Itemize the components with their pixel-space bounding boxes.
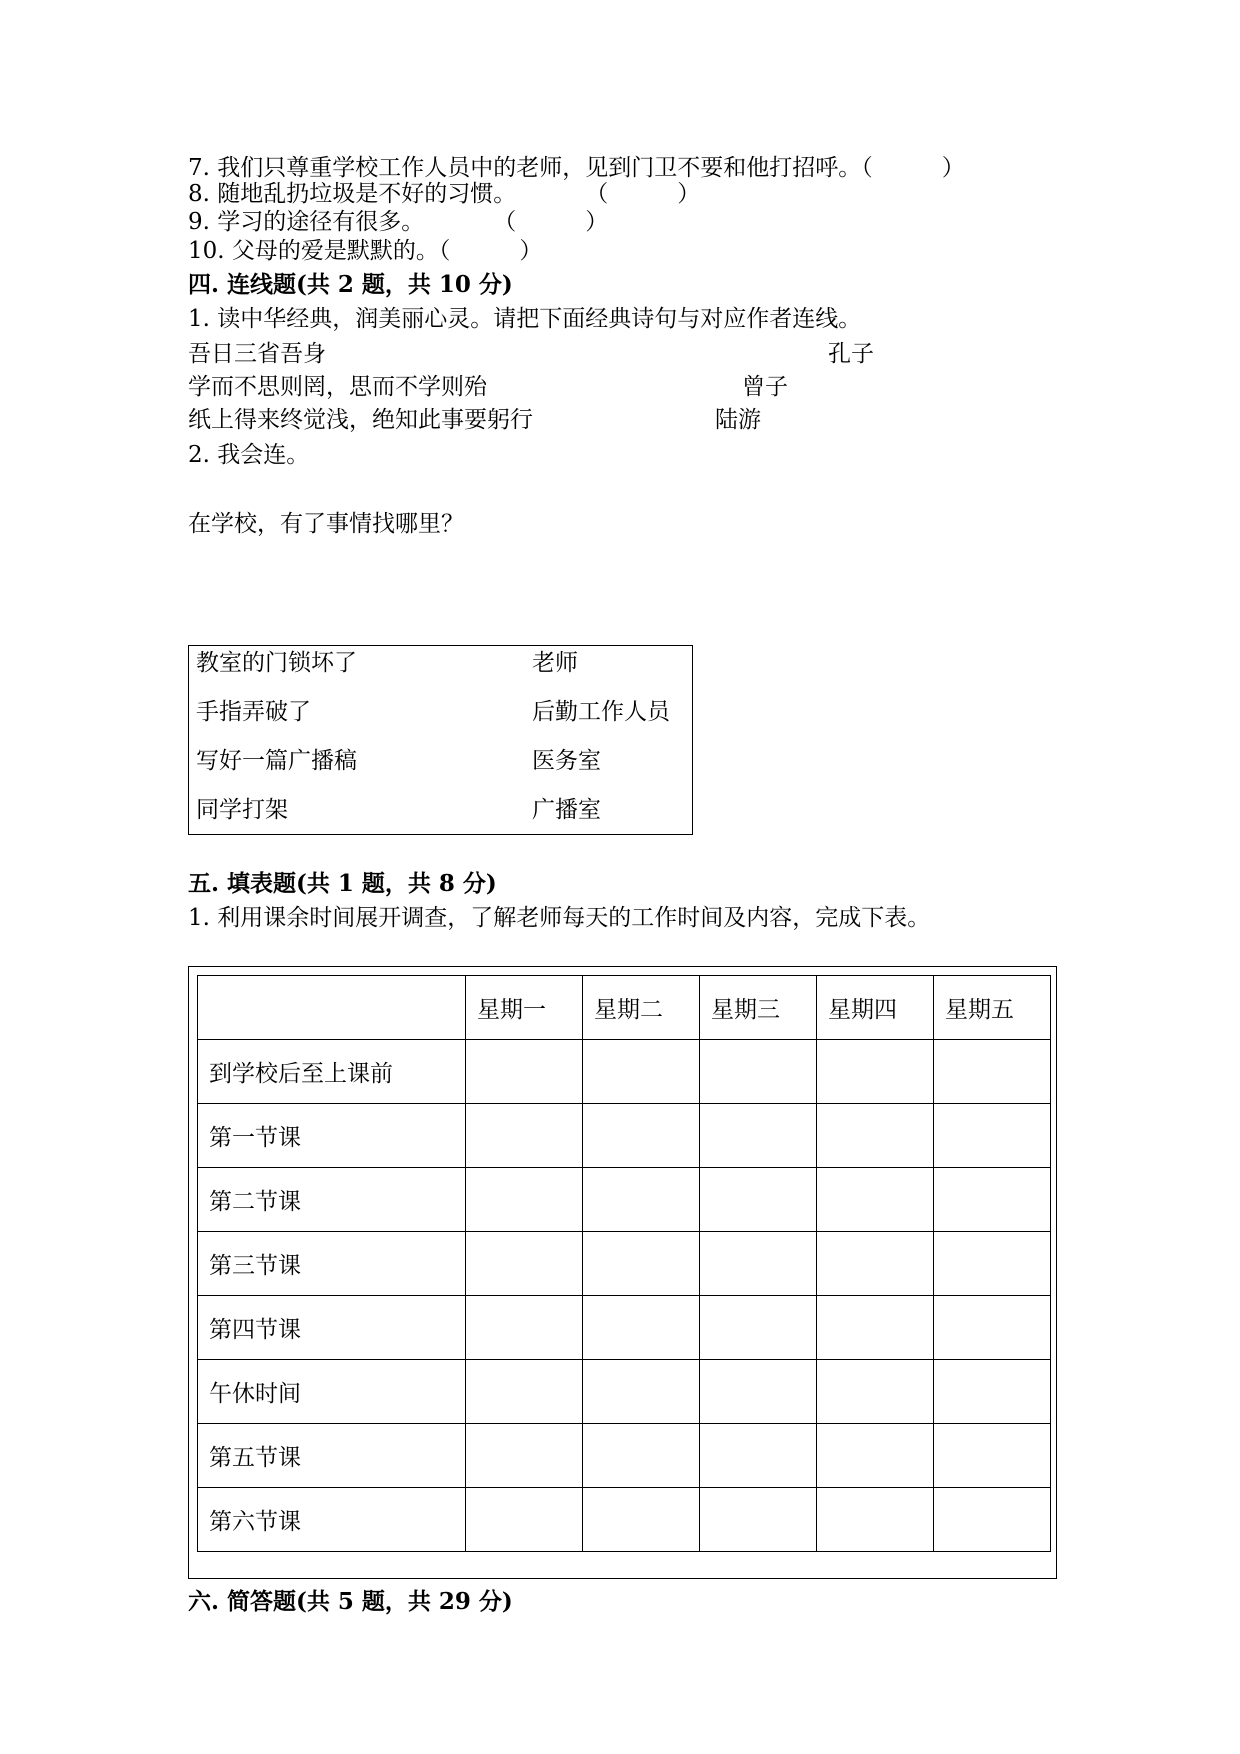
answer-cell[interactable]: [817, 1296, 934, 1360]
place-item: 医务室: [532, 748, 601, 774]
table-corner-cell: [198, 976, 466, 1040]
place-item: 广播室: [532, 797, 601, 823]
answer-cell[interactable]: [934, 1168, 1051, 1232]
day-header-cell: 星期五: [934, 976, 1051, 1040]
answer-cell[interactable]: [934, 1104, 1051, 1168]
answer-cell[interactable]: [583, 1104, 700, 1168]
answer-cell[interactable]: [817, 1232, 934, 1296]
answer-cell[interactable]: [583, 1424, 700, 1488]
answer-cell[interactable]: [700, 1424, 817, 1488]
table-row: [198, 1168, 1051, 1232]
quote-item: 纸上得来终觉浅，绝知此事要躬行: [188, 407, 533, 433]
connect-box: [188, 645, 693, 835]
answer-cell[interactable]: [934, 1296, 1051, 1360]
q4-2-question: 在学校，有了事情找哪里？: [188, 511, 464, 537]
situation-item: 手指弄破了: [196, 699, 311, 725]
period-label-cell: 到学校后至上课前: [198, 1040, 466, 1104]
judgement-item-10: 10. 父母的爱是默默的。（ ）: [188, 238, 543, 264]
schedule-table-frame: [188, 966, 1057, 1579]
answer-cell[interactable]: [466, 1296, 583, 1360]
answer-cell[interactable]: [817, 1104, 934, 1168]
answer-cell[interactable]: [700, 1104, 817, 1168]
section-4-title: 四. 连线题(共 2 题，共 10 分): [188, 271, 513, 298]
table-row: [198, 1424, 1051, 1488]
answer-cell[interactable]: [466, 1488, 583, 1552]
period-label-cell: 午休时间: [198, 1360, 466, 1424]
period-label-cell: 第三节课: [198, 1232, 466, 1296]
day-header-cell: 星期二: [583, 976, 700, 1040]
judgement-item-9: 9. 学习的途径有很多。 （ ）: [188, 209, 609, 235]
section-5-title: 五. 填表题(共 1 题，共 8 分): [188, 870, 497, 897]
answer-cell[interactable]: [817, 1360, 934, 1424]
q4-2-prompt: 2. 我会连。: [188, 442, 310, 468]
situation-item: 教室的门锁坏了: [196, 650, 357, 676]
answer-cell[interactable]: [466, 1232, 583, 1296]
answer-cell[interactable]: [466, 1040, 583, 1104]
answer-cell[interactable]: [817, 1040, 934, 1104]
answer-cell[interactable]: [817, 1424, 934, 1488]
table-row: [198, 1488, 1051, 1552]
answer-cell[interactable]: [583, 1040, 700, 1104]
place-item: 老师: [532, 650, 578, 676]
table-row: [198, 1104, 1051, 1168]
q4-1-prompt: 1. 读中华经典，润美丽心灵。请把下面经典诗句与对应作者连线。: [188, 306, 862, 332]
day-header-cell: 星期三: [700, 976, 817, 1040]
q5-1-prompt: 1. 利用课余时间展开调查，了解老师每天的工作时间及内容，完成下表。: [188, 905, 931, 931]
answer-cell[interactable]: [934, 1232, 1051, 1296]
table-row: [198, 1360, 1051, 1424]
period-label-cell: 第六节课: [198, 1488, 466, 1552]
quote-item: 吾日三省吾身: [188, 341, 326, 367]
answer-cell[interactable]: [934, 1424, 1051, 1488]
answer-cell[interactable]: [817, 1168, 934, 1232]
day-header-cell: 星期四: [817, 976, 934, 1040]
period-label-cell: 第一节课: [198, 1104, 466, 1168]
answer-cell[interactable]: [700, 1360, 817, 1424]
answer-cell[interactable]: [466, 1168, 583, 1232]
author-item: 陆游: [715, 407, 761, 433]
answer-cell[interactable]: [700, 1040, 817, 1104]
situation-item: 写好一篇广播稿: [196, 748, 357, 774]
table-header-row: [198, 976, 1051, 1040]
answer-cell[interactable]: [700, 1232, 817, 1296]
answer-cell[interactable]: [466, 1104, 583, 1168]
answer-cell[interactable]: [700, 1168, 817, 1232]
judgement-item-7: 7. 我们只尊重学校工作人员中的老师，见到门卫不要和他打招呼。（ ）: [188, 155, 965, 181]
author-item: 曾子: [742, 374, 788, 400]
answer-cell[interactable]: [700, 1296, 817, 1360]
period-label-cell: 第四节课: [198, 1296, 466, 1360]
answer-cell[interactable]: [583, 1232, 700, 1296]
table-row: [198, 1232, 1051, 1296]
period-label-cell: 第二节课: [198, 1168, 466, 1232]
quote-item: 学而不思则罔，思而不学则殆: [188, 374, 487, 400]
answer-cell[interactable]: [583, 1168, 700, 1232]
judgement-item-8: 8. 随地乱扔垃圾是不好的习惯。 （ ）: [188, 181, 701, 207]
section-6-title: 六. 简答题(共 5 题，共 29 分): [188, 1588, 513, 1615]
table-row: [198, 1040, 1051, 1104]
day-header-cell: 星期一: [466, 976, 583, 1040]
schedule-table: [197, 975, 1051, 1552]
answer-cell[interactable]: [466, 1360, 583, 1424]
answer-cell[interactable]: [934, 1360, 1051, 1424]
author-item: 孔子: [828, 341, 874, 367]
period-label-cell: 第五节课: [198, 1424, 466, 1488]
answer-cell[interactable]: [700, 1488, 817, 1552]
situation-item: 同学打架: [196, 797, 288, 823]
answer-cell[interactable]: [583, 1488, 700, 1552]
answer-cell[interactable]: [583, 1360, 700, 1424]
answer-cell[interactable]: [583, 1296, 700, 1360]
answer-cell[interactable]: [934, 1488, 1051, 1552]
answer-cell[interactable]: [466, 1424, 583, 1488]
table-row: [198, 1296, 1051, 1360]
answer-cell[interactable]: [817, 1488, 934, 1552]
answer-cell[interactable]: [934, 1040, 1051, 1104]
place-item: 后勤工作人员: [532, 699, 670, 725]
